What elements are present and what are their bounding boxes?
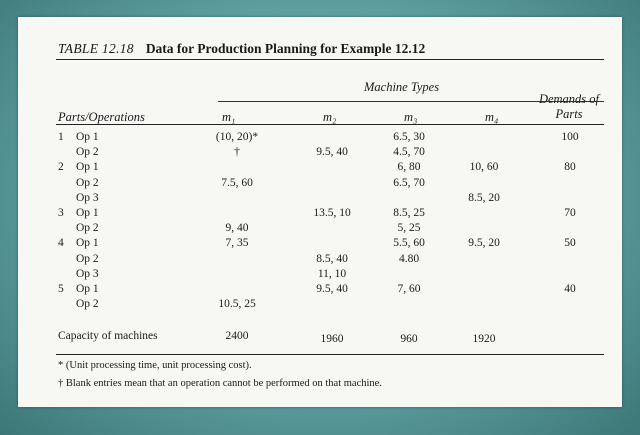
header-rule — [56, 124, 604, 125]
top-rule — [56, 59, 604, 60]
row-4-m3: 6.5, 70 — [393, 176, 425, 189]
row-7-op: Op 2 — [76, 222, 99, 235]
row-2-m1: † — [234, 146, 240, 159]
row-8-m4: 9.5, 20 — [468, 237, 500, 250]
parts-operations-header: Parts/Operations — [58, 110, 145, 124]
row-12-m1: 10.5, 25 — [218, 298, 256, 311]
row-3-demand: 80 — [564, 161, 576, 174]
row-4-m1: 7.5, 60 — [221, 176, 253, 189]
row-1-part: 1 — [58, 131, 64, 143]
row-8-demand: 50 — [564, 237, 576, 250]
row-9-m3: 4.80 — [398, 252, 420, 265]
machine-header-m2: m₂ — [323, 110, 337, 124]
row-3-op: Op 1 — [76, 161, 99, 174]
machine-header-m4: m₄ — [485, 110, 499, 124]
row-1-m1: (10, 20)* — [215, 131, 259, 143]
demands-header-line2: Parts — [555, 107, 583, 121]
row-7-m3: 5, 25 — [397, 222, 421, 235]
row-12-op: Op 2 — [76, 298, 99, 311]
row-9-m2: 8.5, 40 — [316, 252, 348, 265]
machine-types-header: Machine Types — [364, 80, 440, 94]
row-8-part: 4 — [58, 237, 64, 250]
row-6-part: 3 — [58, 207, 64, 219]
capacity-m1: 2400 — [225, 330, 249, 342]
row-3-m4: 10, 60 — [469, 161, 499, 174]
row-4-op: Op 2 — [76, 176, 99, 189]
table-number: TABLE 12.18 — [58, 41, 134, 56]
row-6-m3: 8.5, 25 — [393, 207, 425, 219]
row-8-op: Op 1 — [76, 237, 99, 250]
row-11-demand: 40 — [564, 283, 576, 295]
capacity-m3: 960 — [400, 333, 418, 345]
row-6-op: Op 1 — [76, 207, 99, 219]
table-title: Data for Production Planning for Example 12.12 — [145, 41, 426, 56]
capacity-m4: 1920 — [472, 333, 496, 345]
row-11-part: 5 — [58, 283, 64, 295]
footnote-blank: † Blank entries mean that an operation cannot be performed on that machine. — [58, 378, 382, 389]
row-11-m3: 7, 60 — [397, 283, 421, 295]
row-1-demand: 100 — [561, 131, 579, 143]
row-1-m3: 6.5, 30 — [393, 131, 425, 143]
demands-header-line1: Demands of — [538, 92, 600, 106]
row-8-m3: 5.5, 60 — [393, 237, 425, 250]
row-2-m3: 4.5, 70 — [393, 146, 425, 159]
row-11-op: Op 1 — [76, 283, 99, 295]
row-6-demand: 70 — [564, 207, 576, 219]
row-3-part: 2 — [58, 161, 64, 174]
row-8-m1: 7, 35 — [225, 237, 249, 250]
bottom-rule — [56, 354, 604, 355]
row-2-m2: 9.5, 40 — [316, 146, 348, 159]
capacity-m2: 1960 — [320, 333, 344, 345]
table-page — [18, 17, 622, 407]
row-1-op: Op 1 — [76, 131, 99, 143]
row-10-op: Op 3 — [76, 267, 99, 280]
machine-header-m1: m₁ — [222, 110, 236, 124]
row-7-m1: 9, 40 — [225, 222, 249, 235]
row-11-m2: 9.5, 40 — [316, 283, 348, 295]
demands-header — [524, 92, 614, 122]
row-9-op: Op 2 — [76, 252, 99, 265]
row-10-m2: 11, 10 — [317, 267, 347, 280]
row-5-op: Op 3 — [76, 191, 99, 204]
machine-header-m3: m₃ — [404, 110, 418, 124]
row-5-m4: 8.5, 20 — [468, 191, 500, 204]
row-3-m3: 6, 80 — [397, 161, 421, 174]
row-6-m2: 13.5, 10 — [313, 207, 351, 219]
capacity-label: Capacity of machines — [58, 330, 158, 342]
row-2-op: Op 2 — [76, 146, 99, 159]
footnote-unit: * (Unit processing time, unit processing cost). — [58, 360, 252, 371]
table-caption — [58, 41, 425, 57]
